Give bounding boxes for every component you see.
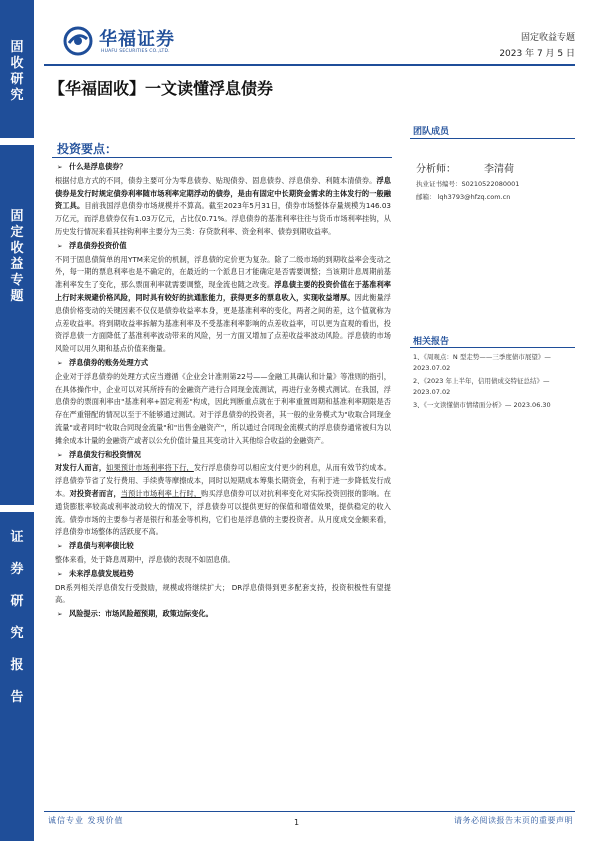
related-heading: 相关报告 [413,337,450,347]
logo-mark-icon [63,26,93,56]
text: 目前我国浮息债券市场规模并不算高。截至2023年5月31日，债券市场整体存量规模为146.03万亿元，而浮息债券仅有1.03万亿元，占比仅0.71%。浮息债券的基准利率往往与货币市场利率挂钩，从历史发行情况来看其挂钩利率主要分为三类：存贷款利率、资金利率、债券到期收益率。 [55,201,391,236]
section-title: ➢ 未来浮息债发展趋势 [55,568,391,581]
footer-slogan: 诚信专业 发现价值 [48,816,124,825]
bold-text: 对投资者而言， [69,488,121,498]
section-title: ➢ 浮息债与利率债比较 [55,540,391,553]
page-number: 1 [294,818,300,827]
footer-divider [44,811,575,812]
paragraph: DR系列相关浮息债发行受鼓励，规模或将继续扩大； DR浮息债得到更多配套支持，投资积极性有望提高。 [55,582,391,605]
bold-text: 浮息债主要的投资价值在于基准利率上行时来规避价格风险，同时具有较好的抗通胀能力，获得更多的票息收入，实现收益增厚。 [55,280,391,302]
risk-text: 市场风险超预期，政策边际变化。 [104,609,213,619]
paragraph [55,254,391,356]
bold-text: 对发行人而言， [55,463,107,473]
analyst-name: 李清荷 [484,164,514,175]
report-date: 2023 年 7 月 5 日 [499,49,575,59]
section-title: ➢ 浮息债券投资价值 [55,240,391,253]
underlined-text: 如果预计市场利率将下行， [106,463,194,473]
related-report-item[interactable]: 3、《一文读懂债市情绪面分析》— 2023.06.30 [413,401,551,409]
sidebar-block-topic [0,145,34,505]
related-report-item[interactable]: 2、《2023 年上半年，信用债成交特征总结》— 2023.07.02 [413,377,550,396]
paragraph: 企业对于浮息债券的处理方式应当遵循《企业会计准则第22号——金融工具确认和计量》等准则的指引，在具体操作中，企业可以对其所持有的金融资产进行合同现金流测试，再进行业务模式测试。在我国，浮息债券的票面利率由"基准利率+固定利差"构成，因此判断重点就在于利率重置周期和基准利率期限是否存在严重错配的情况以至于不能够通过测试。对于浮息债券的投资者，其一般的业务模式为"收取合同现金流量"或者同时"收取合同现金流量"和"出售金融资产"，所以通过合同现金流模式的浮息债券通常被归为以摊余成本计量的金融资产或者以公允价值计量且其变动计入其他综合收益的金融资产。 [55,371,391,445]
text: 购买浮息债券可以对抗利率变化对实际投资回报的影响。在通货膨胀率较高或利率波动较大的情况下，浮息债券可以提供更好的保值和增值效果，提供稳定的收入流。债券市场的主要参与者是银行和基金等机构，它们也是浮息债的主要投资者。从月度成交金额来看，浮息债券市场整体的活跃度不高。 [55,488,391,537]
related-divider [410,347,575,348]
bold-text: 浮息债券是发行时规定债券利率随市场利率定期浮动的债券，是由有固定中长期资金需求的主体发行的一般融资工具。 [55,175,391,211]
sidebar-text: 固收研究 [10,40,24,103]
related-report-item[interactable]: 1、《周观点：N 型走势——三季度债市展望》— 2023.07.02 [413,353,551,372]
key-points-body [55,160,391,622]
logo-name: 华福证券 [99,29,175,50]
text: 根据付息方式的不同，债券主要可分为零息债券、贴现债券、固息债券、浮息债券、利随本清债券。 [55,175,377,185]
report-title: 【华福固收】一文读懂浮息债券 [49,79,274,98]
sidebar-text: 固定收益专题 [10,209,24,304]
key-points-divider [52,157,392,158]
sidebar-block-report [0,512,34,841]
footer-disclaimer: 请务必阅读报告末页的重要声明 [454,816,573,825]
section-title: ➢ 浮息债券的账务处理方式 [55,357,391,370]
header-divider [44,64,575,66]
risk-label: 风险提示： [69,609,105,619]
analyst-cert: 执业证书编号：S0210522080001 [416,180,520,188]
section-title: ➢ 什么是浮息债券？ [55,161,391,174]
underlined-text: 当预计市场利率上行时， [120,488,202,498]
logo-name-en: HUAFU SECURITIES CO.,LTD. [101,49,170,54]
related-reports-list [413,352,583,414]
section-title: ➢ 浮息债发行和投资情况 [55,449,391,462]
paragraph: 整体来看，处于降息周期中，浮息债的表现不如固息债。 [55,554,235,564]
analyst-label: 分析师： [416,164,456,175]
text: 不同于固息债简单的用YTM来定价的机制，浮息债的定价更为复杂。除了二级市场的到期收益率会变动之外，每一期的票息利率也是不确定的，在最近的一个派息日才能确定是否需要调整；当该期计息周期前基准利率发生了变化，那么票面利率就需要调整，现金流也随之改变。 [55,254,391,290]
paragraph [55,175,391,239]
company-logo [63,24,213,62]
sidebar-block-research [0,0,34,138]
report-category: 固定收益专题 [520,33,575,43]
key-points-heading: 投资要点： [57,142,118,156]
analyst-email[interactable]: 邮箱： lqh3793@hfzq.com.cn [416,193,511,201]
paragraph [55,462,391,539]
analyst-row [416,160,586,175]
risk-warning [55,608,391,621]
team-heading: 团队成员 [413,127,450,137]
team-divider [410,138,575,139]
sidebar [0,0,34,841]
text: 发行浮息债券可以相应支付更少的利息，从而有效节约成本。浮息债券节省了发行费用、手续费等摩擦成本，同时以短期成本筹集长期资金，有利于进一步降低发行成本。 [55,463,391,498]
text: 因此衡量浮息债价格变动的关键因素不仅仅是债券收益率本身，更是基准利率的变化，两者之间的差，这个值就称为点差收益率。将到期收益率拆解为基准利率及不受基准利率影响的点差收益率，可以更为直观的看出，投资浮息债一方面降低了基准利率波动带来的风险，另一方面又增加了点差收益率波动风险。浮息债的市场风险可以用久期和基点价值来衡量。 [55,292,391,354]
analyst-card [416,160,586,201]
sidebar-text: 证券研究报告 [10,530,24,705]
